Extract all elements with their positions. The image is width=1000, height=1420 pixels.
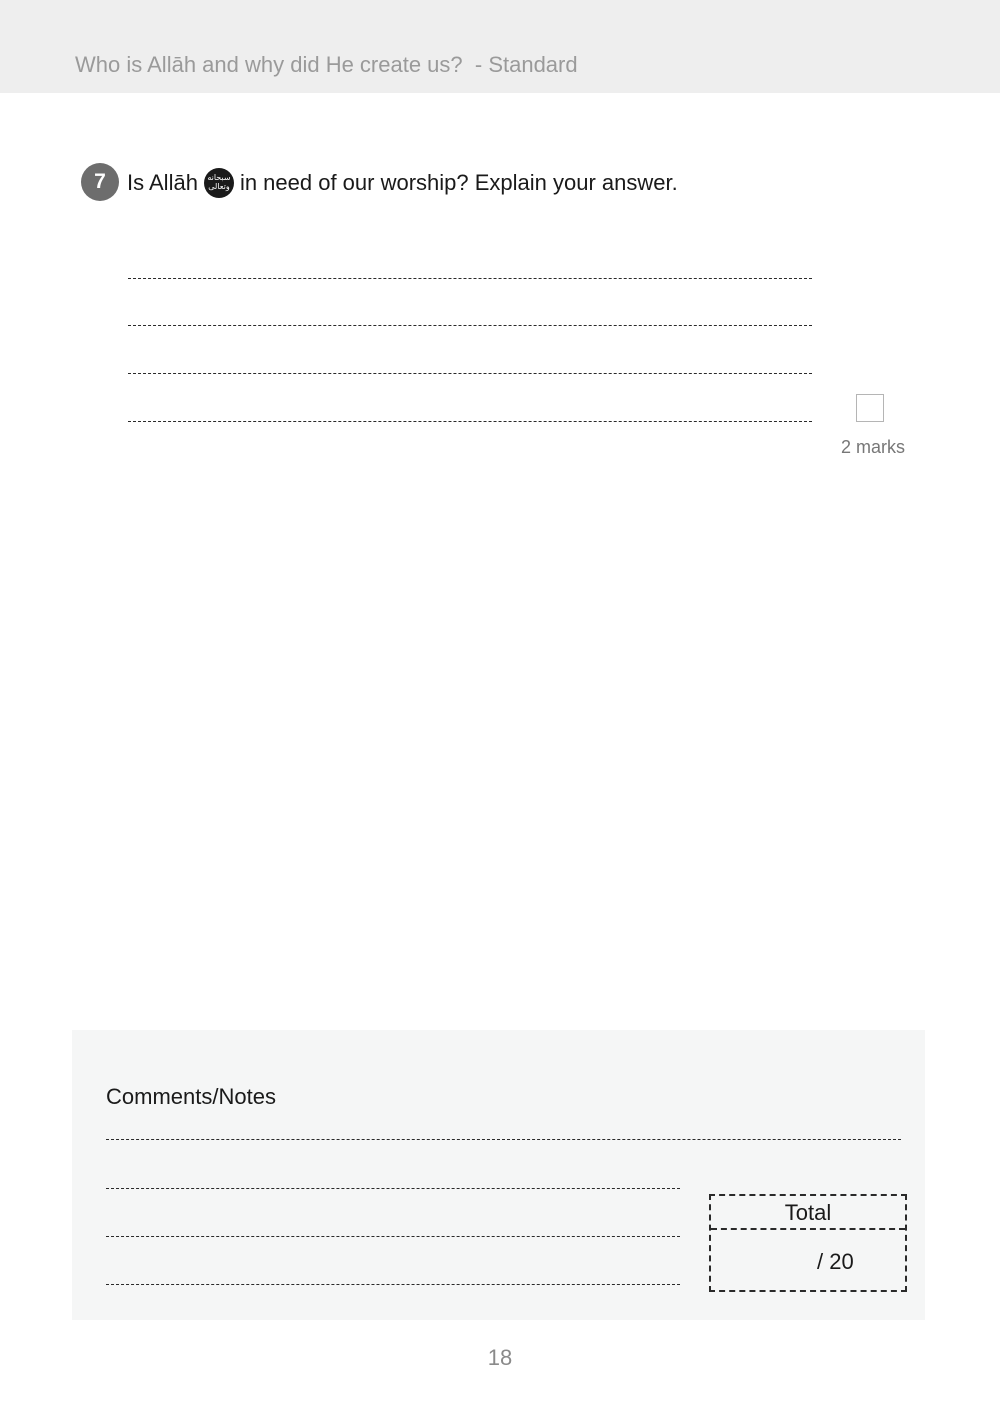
honorific-line-1: سبحانه: [207, 173, 231, 182]
question-text: [127, 168, 678, 198]
notes-line-2[interactable]: [106, 1188, 680, 1189]
answer-line-3[interactable]: [128, 373, 812, 374]
header-band: [0, 0, 1000, 93]
answer-line-4[interactable]: [128, 421, 812, 422]
page-number: 18: [487, 1345, 513, 1370]
answer-line-1[interactable]: [128, 278, 812, 279]
total-label: Total: [784, 1200, 832, 1225]
question-number-badge: 7: [81, 163, 119, 201]
question-text-after: in need of our worship? Explain your answer.: [239, 170, 678, 195]
total-score-box[interactable]: [709, 1194, 907, 1292]
total-score: / 20: [817, 1249, 854, 1274]
page-header-title: Who is Allāh and why did He create us? - Standard: [75, 52, 578, 77]
total-divider: [711, 1228, 905, 1230]
question-text-before: Is Allāh: [127, 170, 198, 195]
comments-notes-title: Comments/Notes: [106, 1084, 276, 1109]
marks-checkbox[interactable]: [856, 394, 884, 422]
notes-line-4[interactable]: [106, 1284, 680, 1285]
honorific-line-2: وتعالى: [208, 182, 230, 191]
notes-line-3[interactable]: [106, 1236, 680, 1237]
answer-line-2[interactable]: [128, 325, 812, 326]
notes-line-1[interactable]: [106, 1139, 901, 1140]
honorific-seal-icon: [204, 168, 234, 198]
marks-label: 2 marks: [841, 437, 906, 457]
